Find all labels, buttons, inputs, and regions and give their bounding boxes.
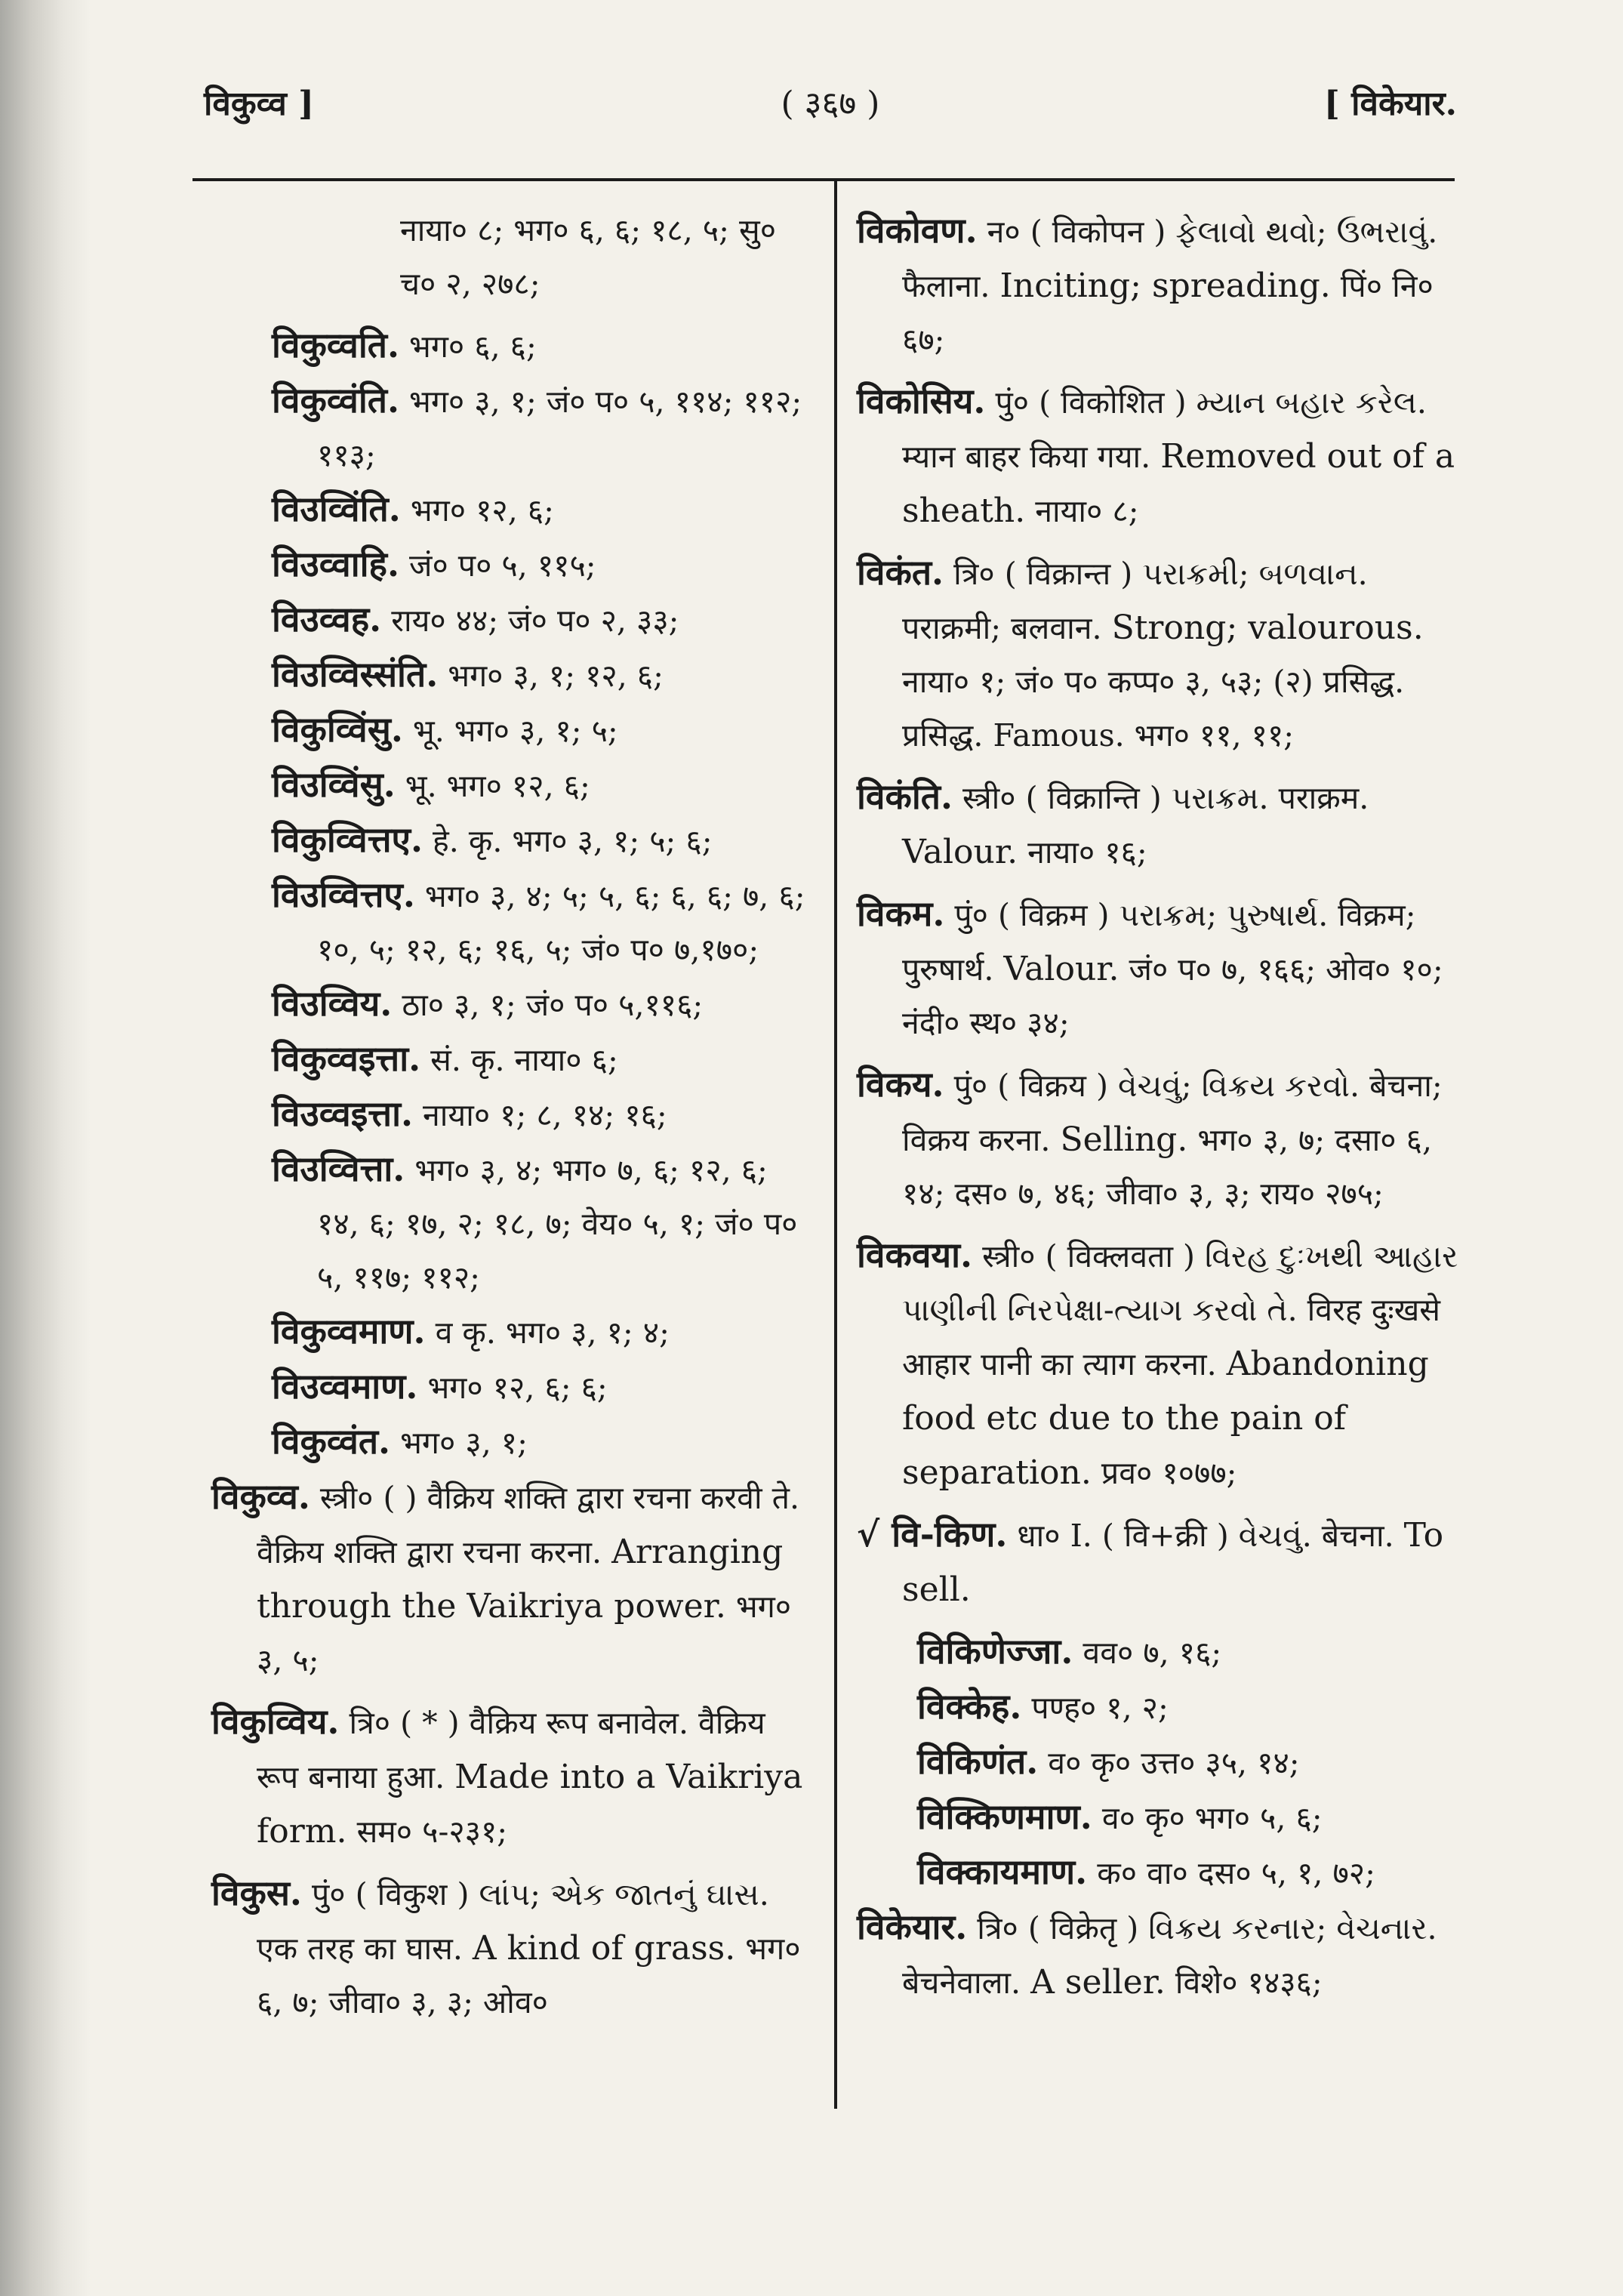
entry-definition: व० कृ० भग० ५, ६; [1101, 1800, 1323, 1836]
entry-definition: त्रि० ( विक्रान्त ) પરાક્રમી; બળવાન. पराक्रमी; बलवान. [902, 556, 1368, 646]
entry-definition: ठा० ३, १; जं० प० ५,११६; [402, 987, 704, 1023]
headword: विउव्विय. [272, 983, 393, 1024]
citation-refs: नाया० १६; [1027, 834, 1147, 871]
headword: विक्किणमाण. [917, 1796, 1092, 1837]
sub-entry [857, 1625, 1461, 1680]
entry-definition: पुं० ( विकोशित ) મ્યાન બહાર કરેલ. म्यान बाहर किया गया. [902, 384, 1427, 475]
citation-refs: पिं० नि० ६७; [902, 268, 1434, 358]
entry-definition: न० ( विकोपन ) ફેલાવો થવો; ઉભરાવું. फैलाना. [902, 214, 1438, 304]
headword: विकुव्वित्तए. [272, 819, 423, 860]
citation-refs: भग० ६, ७; जीवा० ३, ३; ओव० [257, 1931, 801, 2020]
entry-definition: स्त्री० ( विक्लवता ) વિરહ દુઃખથી આહાર પાણીની નિરપેક્ષા-ત્યાગ કરવો તે. विरह दुःखसे आहार पानी का त्याग करना. [902, 1238, 1458, 1382]
entry-definition: स्त्री० ( ) वैक्रिय शक्ति द्वारा रचना करवी ते. वैक्रिय शक्ति द्वारा रचना करना. [257, 1480, 800, 1570]
dictionary-entry [857, 887, 1461, 1050]
entry-definition: भग० ६, ६; [409, 328, 537, 365]
headword: विकुव्वमाण. [272, 1311, 426, 1351]
sub-entry [857, 1680, 1461, 1735]
headword: विकुव्विय. [211, 1701, 340, 1742]
column-divider [834, 180, 837, 2109]
entry-continuation [211, 204, 815, 311]
english-gloss: Inciting; spreading. [999, 267, 1331, 305]
headword: विकुव्व. [211, 1476, 310, 1517]
entry-definition: जं० प० ५, ११५; [409, 547, 596, 584]
headword: विकुव्वंत. [272, 1421, 391, 1462]
entry-definition: व० कृ० उत्त० ३५, १४; [1048, 1745, 1300, 1781]
headword: विउव्विंति. [272, 488, 401, 529]
dictionary-entry [211, 1695, 815, 1859]
scan-shadow-edge [0, 0, 91, 2296]
headword: विकेयार. [857, 1906, 968, 1947]
entry-definition: भग० १२, ६; [410, 492, 554, 529]
citation-refs: प्रव० १०७७; [1101, 1455, 1237, 1491]
entry-definition: भग० ३, १; १२, ६; [448, 658, 664, 694]
entry-definition: पुं० ( विक्रय ) વેચવું; વિક્રય કરવો. बेचना; विक्रय करना. [902, 1068, 1443, 1158]
entry-definition: त्रि० ( * ) वैक्रिय रूप बनावेल. वैक्रिय रूप बनाया हुआ. [257, 1705, 765, 1795]
english-gloss: To sell. [902, 1516, 1444, 1609]
headword: विकिणंत. [917, 1741, 1039, 1782]
sub-entry [211, 1087, 815, 1142]
entry-definition: व कृ. भग० ३, १; ४; [435, 1314, 670, 1351]
headword: विउव्वह. [272, 599, 382, 639]
entry-definition: स्त्री० ( विक्रान्ति ) પરાક્રમ. पराक्रम. [962, 780, 1369, 816]
headword: विकिणेज्जा. [917, 1631, 1073, 1672]
entry-definition: पुं० ( विकुश ) લાંપ; એક જાતનું ઘાસ. एक तरह का घास. [257, 1876, 769, 1967]
headword: विकम. [857, 893, 945, 934]
english-gloss: Valour. [1003, 950, 1119, 988]
headword: विउव्वित्ता. [272, 1148, 405, 1189]
entry-definition: भग० १२, ६; ६; [427, 1370, 608, 1406]
headword: विकंति. [857, 776, 953, 817]
dictionary-entry [857, 1058, 1461, 1221]
headword: विक्कायमाण. [917, 1851, 1088, 1892]
citation-refs: नाया० १; जं० प० कप्प० ३, ५३; (२) प्रसिद्ध. प्रसिद्ध. Famous. भग० ११, ११; [902, 664, 1405, 754]
entry-definition: सं. कृ. नाया० ६; [430, 1042, 618, 1078]
dictionary-entry [211, 1470, 815, 1687]
headword: विकुव्वति. [272, 325, 399, 365]
dictionary-entry [857, 1900, 1461, 2010]
sub-entry [211, 703, 815, 758]
entry-definition: भग० ३, ४; भग० ७, ६; १२, ६; १४, ६; १७, २; १८, ७; वेय० ५, १; जं० प० ५, ११७; ११२; [317, 1152, 798, 1296]
entry-definition: वव० ७, १६; [1083, 1635, 1222, 1671]
entry-definition: नाया० १; ८, १४; १६; [423, 1097, 667, 1133]
english-gloss: Arranging through the Vaikriya power. [257, 1533, 784, 1626]
sub-entry [211, 482, 815, 538]
english-gloss: A kind of grass. [472, 1929, 736, 1968]
dictionary-entry [857, 770, 1461, 880]
entry-definition: भू. भग० ३, १; ५; [412, 713, 618, 749]
english-gloss: Made into a Vaikriya form. [257, 1758, 803, 1851]
entry-definition: क० वा० दस० ५, १, ७२; [1097, 1855, 1375, 1891]
headword: विउव्वमाण. [272, 1366, 418, 1407]
entry-definition: नाया० ८; भग० ६, ६; १८, ५; सु० च० २, २७८; [400, 212, 777, 302]
headword: विकवया. [857, 1234, 973, 1275]
dictionary-entry [857, 204, 1461, 367]
entry-definition: भू. भग० १२, ६; [405, 768, 590, 804]
entry-definition: पुं० ( विक्रम ) પરાક્રમ; પુરુષાર્થ. विक्रम; पुरुषार्थ. [902, 897, 1416, 988]
sub-entry [211, 868, 815, 977]
english-gloss: Abandoning food etc due to the pain of separation. [902, 1345, 1429, 1492]
citation-refs: जं० प० ७, १६६; ओव० १०; नंदी० स्थ० ३४; [902, 951, 1443, 1041]
entry-definition: भग० ३, १; [400, 1425, 528, 1461]
english-gloss: Strong; valourous. [1111, 609, 1424, 647]
sub-entry [211, 1360, 815, 1415]
sub-entry [857, 1790, 1461, 1845]
headword: विकुव्वंति. [272, 380, 399, 421]
sub-entry [857, 1735, 1461, 1790]
header-right-guideword: [ विकेयार. [1323, 85, 1457, 123]
entry-definition: भग० ३, १; जं० प० ५, ११४; ११२; ११३; [317, 384, 802, 473]
dictionary-entry [857, 1228, 1461, 1500]
sub-entry [211, 374, 815, 482]
dictionary-entry [857, 1508, 1461, 1617]
citation-refs: भग० ३, ७; दसा० ६, १४; दस० ७, ४६; जीवा० ३, ३; राय० २७५; [902, 1122, 1432, 1212]
sub-entry [211, 758, 815, 813]
left-column [211, 204, 815, 2037]
english-gloss: A seller. [1030, 1963, 1166, 2002]
entry-definition: धा० I. ( वि+क्री ) વેચવું. बेचना. [1017, 1518, 1394, 1554]
headword: विउव्वित्तए. [272, 874, 415, 915]
right-column [857, 204, 1461, 2017]
headword: विकुव्विंसु. [272, 709, 403, 750]
sub-entry [211, 319, 815, 374]
citation-refs: विशे० १४३६; [1175, 1965, 1323, 2001]
dictionary-entry [857, 546, 1461, 763]
entry-definition: हे. कृ. भग० ३, १; ५; ६; [433, 823, 713, 859]
headword: विक्केह. [917, 1686, 1022, 1727]
headword: विकोवण. [857, 210, 978, 251]
citation-refs: सम० ५-२३१; [356, 1814, 508, 1850]
header-left-guideword: विकुव्व ] [204, 85, 314, 123]
headword: √ वि-किण. [857, 1514, 1008, 1555]
headword: विकंत. [857, 552, 944, 593]
dictionary-entry [857, 374, 1461, 538]
sub-entry [211, 1032, 815, 1087]
entry-definition: पण्ह० १, २; [1031, 1690, 1169, 1726]
english-gloss: Valour. [902, 833, 1018, 871]
headword: विउव्विस्संति. [272, 654, 439, 695]
sub-entry [211, 1142, 815, 1305]
sub-entry [211, 1305, 815, 1360]
headword: विउव्वाहि. [272, 544, 399, 584]
entry-definition: राय० ४४; जं० प० २, ३३; [391, 603, 679, 639]
headword: विकोसिय. [857, 381, 986, 421]
headword: विकुस. [211, 1872, 302, 1913]
sub-entry [211, 813, 815, 868]
citation-refs: नाया० ८; [1035, 493, 1139, 529]
header-rule [192, 178, 1455, 181]
entry-definition: त्रि० ( विक्रेतृ ) વિક્રય કરનાર; વેચનાર. बेचनेवाला. [902, 1910, 1437, 2001]
page-header [204, 72, 1457, 132]
sub-entry [211, 538, 815, 593]
headword: विउव्वइत्ता. [272, 1093, 413, 1134]
sub-entry [211, 977, 815, 1032]
dictionary-entry [211, 1866, 815, 2029]
headword: विउव्विंसु. [272, 764, 396, 805]
sub-entry [211, 648, 815, 703]
headword: विकय. [857, 1064, 944, 1105]
headword: विकुव्वइत्ता. [272, 1038, 421, 1079]
sub-entry [211, 593, 815, 648]
sub-entry [211, 1415, 815, 1470]
entry-definition: भग० ३, ४; ५; ५, ६; ६, ६; ७, ६; १०, ५; १२, ६; १६, ५; जं० प० ७,१७०; [317, 878, 805, 968]
page-number: ( ३६७ ) [781, 85, 880, 123]
english-gloss: Selling. [1060, 1120, 1188, 1159]
sub-entry [857, 1845, 1461, 1900]
english-gloss: Removed out of a sheath. [902, 437, 1455, 530]
citation-refs: भग० ३, ५; [257, 1589, 792, 1678]
